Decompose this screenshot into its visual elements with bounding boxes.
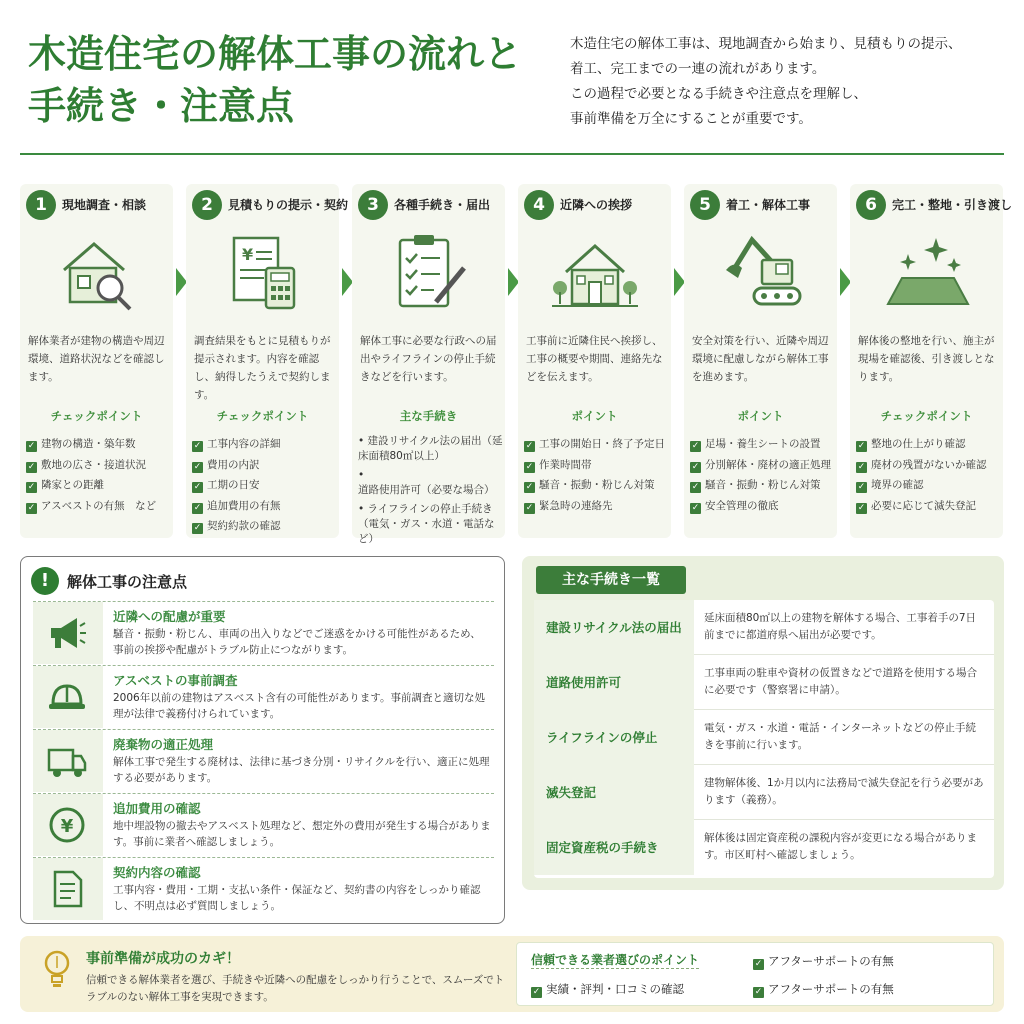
title-line-2: 手続き・注意点 <box>28 84 295 128</box>
checklist-item: ✓ 工事内容の詳細 <box>193 438 281 451</box>
step-title: 近隣への挨拶 <box>560 198 633 212</box>
caution-item-text: 地中埋設物の撤去やアスベスト処理など、想定外の費用が発生する場合があります。事前に業者へ確認しましょう。 <box>113 820 491 848</box>
intro-line-1: 木造住宅の解体工事は、現地調査から始まり、見積もりの提示、 <box>570 36 962 52</box>
check-icon: ✓ <box>532 987 541 997</box>
step-description: 安全対策を行い、近隣や周辺環境に配慮しながら解体工事を進めます。 <box>692 335 829 383</box>
table-row <box>534 765 994 820</box>
caution-item-title: アスベストの事前調査 <box>113 673 238 688</box>
megaphone-icon <box>47 614 87 652</box>
lightbulb-icon <box>42 948 72 992</box>
vendor-check-item: ✓ アフターサポートの有無 <box>754 982 894 997</box>
checklist-item: ✓ 作業時間帯 <box>525 458 592 472</box>
step-number: 3 <box>358 190 388 220</box>
caution-item <box>33 793 494 855</box>
step-card-3 <box>352 184 505 545</box>
check-icon: ✓ <box>27 482 36 492</box>
intro-text <box>570 32 1010 132</box>
check-icon: ✓ <box>193 482 202 492</box>
title-line-1: 木造住宅の解体工事の流れと <box>28 32 523 76</box>
caution-item <box>33 857 494 919</box>
procedure-name: 滅失登記 <box>534 765 694 820</box>
intro-line-2: 着工、完工までの一連の流れがあります。 <box>570 61 826 77</box>
procedure-description: 延床面積80㎡以上の建物を解体する場合、工事着手の7日前までに都道府県へ届出が必要です。 <box>704 612 977 641</box>
caution-item-title: 追加費用の確認 <box>113 801 201 816</box>
step-checklist <box>26 434 171 516</box>
checklist-item: ✓ 騒音・振動・粉じん対策 <box>525 479 655 492</box>
caution-item-text: 工事内容・費用・工期・支払い条件・保証など、契約書の内容をしっかり確認し、不明点は必ず質問しましょう。 <box>113 884 481 912</box>
procedure-name: 道路使用許可 <box>534 655 694 710</box>
checklist-item: ✓ 工事の開始日・終了予定日 <box>525 438 665 451</box>
svg-text:¥: ¥ <box>60 816 74 837</box>
step-title: 完工・整地・引き渡し <box>892 198 1013 212</box>
checklist-item: ✓ 足場・養生シートの設置 <box>691 438 821 451</box>
house-search-icon <box>54 232 140 312</box>
check-icon: ✓ <box>27 441 36 451</box>
step-description: 工事前に近隣住民へ挨拶し、工事の概要や期間、連絡先などを伝えます。 <box>526 335 663 383</box>
step-card-6 <box>850 184 1013 538</box>
checklist-item: ✓ 騒音・振動・粉じん対策 <box>691 479 821 492</box>
vendor-check-item: ✓ アフターサポートの有無 <box>754 954 894 969</box>
estimate-calculator-icon <box>220 232 306 312</box>
step-checklist <box>524 434 669 516</box>
caution-item <box>33 665 494 727</box>
checklist-item: ✓ アスベストの有無 など <box>27 499 157 513</box>
checklist-item: ✓ 建物の構造・築年数 <box>27 438 136 451</box>
caution-item-title: 近隣への配慮が重要 <box>113 609 226 624</box>
table-row <box>534 820 994 875</box>
bullet-item: • 道路使用許可（必要な場合） <box>358 469 495 496</box>
procedures-title: 主な手続き一覧 <box>536 566 686 594</box>
check-icon: ✓ <box>525 441 534 451</box>
procedure-name: ライフラインの停止 <box>534 710 694 765</box>
caution-item-title: 契約内容の確認 <box>113 865 201 880</box>
check-icon: ✓ <box>27 461 36 472</box>
svg-text:¥: ¥ <box>242 245 254 264</box>
step-checklist <box>690 434 835 516</box>
check-icon: ✓ <box>193 523 202 533</box>
checklist-item: ✓ 安全管理の徹底 <box>691 499 779 513</box>
check-icon: ✓ <box>857 482 866 492</box>
step-subheading: ポイント <box>737 409 784 423</box>
check-icon: ✓ <box>691 461 700 472</box>
excavator-icon <box>718 232 804 312</box>
caution-item-title: 廃棄物の適正処理 <box>113 737 214 752</box>
procedure-name: 固定資産税の手続き <box>534 820 694 875</box>
step-description: 調査結果をもとに見積もりが提示されます。内容を確認し、納得したうえで契約します。 <box>194 335 331 401</box>
check-icon: ✓ <box>525 502 534 513</box>
procedure-description: 解体後は固定資産税の課税内容が変更になる場合があります。市区町村へ確認しましょう。 <box>704 832 977 861</box>
step-subheading: チェックポイント <box>880 409 973 423</box>
document-icon <box>47 870 87 908</box>
checklist-item: ✓ 分別解体・廃材の適正処理 <box>691 458 831 472</box>
check-icon: ✓ <box>525 461 534 472</box>
checklist-item: ✓ 契約約款の確認 <box>193 520 281 533</box>
caution-item-text: 2006年以前の建物はアスベスト含有の可能性があります。事前調査と適切な処理が法律で義務付けられています。 <box>113 692 485 720</box>
step-number: 4 <box>524 190 554 220</box>
check-icon: ✓ <box>193 441 202 451</box>
procedures-panel <box>522 556 1004 890</box>
check-icon: ✓ <box>525 482 534 492</box>
procedure-description: 建物解体後、1か月以内に法務局で滅失登記を行う必要があります（義務）。 <box>704 777 984 806</box>
procedure-description: 工事車両の駐車や資材の仮置きなどで道路を使用する場合に必要です（警察署に申請）。 <box>704 667 977 696</box>
step-title: 見積もりの提示・契約 <box>228 198 349 212</box>
intro-line-3: この過程で必要となる手続きや注意点を理解し、 <box>570 86 867 102</box>
caution-icon-box <box>33 858 103 920</box>
intro-line-4: 事前準備を万全にすることが重要です。 <box>570 111 812 127</box>
caution-item-text: 解体工事で発生する廃材は、法律に基づき分別・リサイクルを行い、適正に処理する必要があります。 <box>113 756 490 784</box>
step-number: 2 <box>192 190 222 220</box>
tip-banner <box>20 936 1004 1012</box>
bullet-item: • ライフラインの停止手続き（電気・ガス・水道・電話など） <box>358 503 495 545</box>
checklist-item: ✓ 隣家との距離 <box>27 479 104 492</box>
clipboard-checklist-icon <box>386 232 472 312</box>
checklist-item: ✓ 必要に応じて滅失登記 <box>857 499 976 513</box>
checklist-item: ✓ 整地の仕上がり確認 <box>857 438 966 451</box>
yen-coin-icon <box>47 806 87 844</box>
step-description: 解体業者が建物の構造や周辺環境、道路状況などを確認します。 <box>28 335 165 383</box>
caution-icon-box <box>33 602 103 664</box>
caution-item-text: 騒音・振動・粉じん、車両の出入りなどでご迷惑をかける可能性があるため、事前の挨拶や配慮がトラブル防止につながります。 <box>113 628 481 656</box>
vendor-checklist <box>516 942 994 1006</box>
checklist-item: ✓ 敷地の広さ・接道状況 <box>27 458 146 472</box>
procedures-table <box>534 600 994 878</box>
caution-icon-box <box>33 794 103 856</box>
truck-icon <box>47 742 87 780</box>
step-card-2 <box>186 184 349 538</box>
checklist-item: ✓ 工期の日安 <box>193 479 260 492</box>
step-number: 1 <box>26 190 56 220</box>
check-icon: ✓ <box>857 441 866 451</box>
step-card-4 <box>518 184 671 538</box>
step-subheading: チェックポイント <box>216 409 309 423</box>
check-icon: ✓ <box>857 461 866 472</box>
caution-panel <box>20 556 505 924</box>
check-icon: ✓ <box>857 502 866 513</box>
check-icon: ✓ <box>754 959 763 969</box>
tip-title: 事前準備が成功のカギ！ <box>86 951 240 967</box>
exclamation-icon: ! <box>31 567 59 595</box>
header-divider <box>20 153 1004 155</box>
caution-title: 解体工事の注意点 <box>67 573 188 591</box>
tip-text: 信頼できる解体業者を選び、手続きや近隣への配慮をしっかり行うことで、スムーズでトラブルのない解体工事を実現できます。 <box>86 974 505 1003</box>
step-title: 各種手続き・届出 <box>394 198 491 212</box>
cleared-land-sparkle-icon <box>884 232 970 312</box>
bullet-item: • 建設リサイクル法の届出（延床面積80㎡以上） <box>358 435 503 462</box>
procedure-description: 電気・ガス・水道・電話・インターネットなどの停止手続きを事前に行います。 <box>704 722 977 751</box>
header <box>28 28 996 148</box>
table-row <box>534 710 994 765</box>
vendor-check-item: ✓ 実績・評判・口コミの確認 <box>532 982 684 997</box>
neighborhood-house-icon <box>552 232 638 312</box>
check-icon: ✓ <box>691 441 700 451</box>
checklist-item: ✓ 廃材の残置がないか確認 <box>857 458 987 472</box>
check-icon: ✓ <box>754 987 763 997</box>
procedure-name: 建設リサイクル法の届出 <box>534 600 694 655</box>
vendor-checklist-title: 信頼できる業者選びのポイント <box>531 953 700 967</box>
table-row <box>534 600 994 655</box>
table-row <box>534 655 994 710</box>
step-description: 解体後の整地を行い、施主が現場を確認後、引き渡しとなります。 <box>858 335 995 383</box>
step-card-5 <box>684 184 837 538</box>
step-title: 現地調査・相談 <box>62 198 147 212</box>
checklist-item: ✓ 費用の内訳 <box>193 458 260 472</box>
checklist-item: ✓ 緊急時の連絡先 <box>525 499 613 513</box>
process-steps <box>20 184 1013 545</box>
step-subheading: チェックポイント <box>50 409 143 423</box>
page-title <box>28 28 548 132</box>
step-card-1 <box>20 184 173 538</box>
step-title: 着工・解体工事 <box>726 198 811 212</box>
step-number: 5 <box>690 190 720 220</box>
hardhat-icon <box>47 678 87 716</box>
step-subheading: ポイント <box>571 409 618 423</box>
step-checklist <box>192 434 337 537</box>
checklist-item: ✓ 境界の確認 <box>857 479 924 492</box>
step-subheading: 主な手続き <box>399 409 458 423</box>
step-checklist <box>856 434 1001 516</box>
check-icon: ✓ <box>27 502 36 513</box>
caution-icon-box <box>33 666 103 728</box>
check-icon: ✓ <box>691 482 700 492</box>
checklist-item: ✓ 追加費用の有無 <box>193 499 281 513</box>
step-number: 6 <box>856 190 886 220</box>
caution-icon-box <box>33 730 103 792</box>
check-icon: ✓ <box>193 461 202 472</box>
caution-item <box>33 601 494 663</box>
step-bullet-list <box>358 434 503 551</box>
check-icon: ✓ <box>691 502 700 513</box>
caution-item <box>33 729 494 791</box>
check-icon: ✓ <box>193 502 202 513</box>
step-description: 解体工事に必要な行政への届出やライフラインの停止手続きなどを行います。 <box>360 335 497 383</box>
